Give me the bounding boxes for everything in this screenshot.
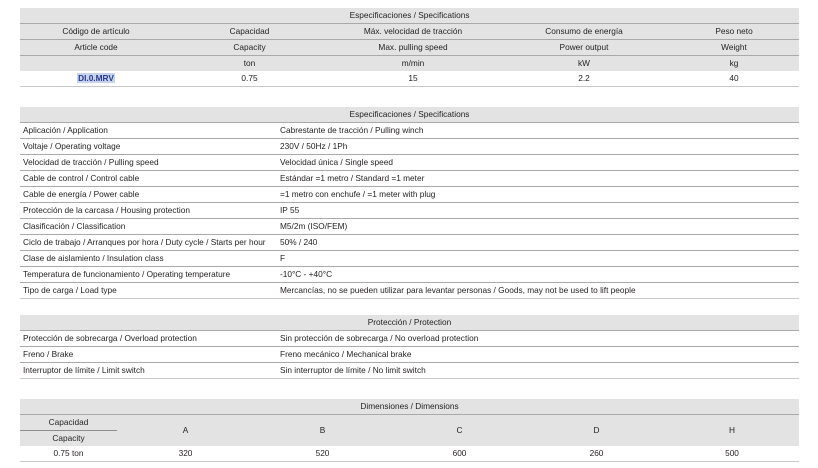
dim-header-d: D (528, 415, 665, 447)
spec-label: Velocidad de tracción / Pulling speed (20, 155, 277, 171)
spec-label: Voltaje / Operating voltage (20, 139, 277, 155)
spec-row (20, 235, 799, 251)
spec-value: -10°C - +40°C (277, 267, 799, 283)
summary-units-row (20, 56, 799, 72)
spec-row (20, 171, 799, 187)
summary-title-row (20, 8, 799, 24)
unit-power: kW (499, 56, 669, 72)
dimensions-data-row (20, 446, 799, 462)
unit-capacity: ton (172, 56, 327, 72)
specs-title-row (20, 107, 799, 123)
spec-row (20, 251, 799, 267)
spec-value: M5/2m (ISO/FEM) (277, 219, 799, 235)
spec-row (20, 187, 799, 203)
protection-label: Freno / Brake (20, 347, 277, 363)
header-power-es: Consumo de energía (499, 24, 669, 40)
capacity-header-cell (20, 415, 117, 447)
summary-spec-table (20, 8, 799, 87)
spec-row (20, 283, 799, 299)
dimensions-title: Dimensiones / Dimensions (20, 399, 799, 415)
spec-value: 50% / 240 (277, 235, 799, 251)
spec-row (20, 155, 799, 171)
specs-title: Especificaciones / Specifications (20, 107, 799, 123)
dim-value-a: 320 (117, 446, 254, 462)
protection-value: Freno mecánico / Mechanical brake (277, 347, 799, 363)
capacity-header-en: Capacity (52, 433, 85, 443)
protection-title-row (20, 315, 799, 331)
header-article-code-en: Article code (20, 40, 172, 56)
header-article-code-es: Código de artículo (20, 24, 172, 40)
header-weight-es: Peso neto (669, 24, 799, 40)
header-power-en: Power output (499, 40, 669, 56)
spec-label: Temperatura de funcionamiento / Operating temperature (20, 267, 277, 283)
protection-label: Interruptor de límite / Limit switch (20, 363, 277, 379)
unit-speed: m/min (327, 56, 499, 72)
dim-value-b: 520 (254, 446, 391, 462)
spec-row (20, 123, 799, 139)
spec-value: =1 metro con enchufe / =1 meter with plug (277, 187, 799, 203)
spec-row (20, 267, 799, 283)
article-code-link[interactable]: DI.0.MRV (78, 73, 114, 83)
spec-label: Tipo de carga / Load type (20, 283, 277, 299)
spec-label: Cable de control / Control cable (20, 171, 277, 187)
dim-value-c: 600 (391, 446, 528, 462)
capacity-value: 0.75 (172, 71, 327, 87)
dimensions-title-row (20, 399, 799, 415)
spec-row (20, 203, 799, 219)
summary-data-row (20, 71, 799, 87)
summary-title: Especificaciones / Specifications (20, 8, 799, 24)
spec-value: Estándar =1 metro / Standard =1 meter (277, 171, 799, 187)
header-speed-es: Máx. velocidad de tracción (327, 24, 499, 40)
protection-table (20, 315, 799, 379)
spec-label: Cable de energía / Power cable (20, 187, 277, 203)
spec-value: IP 55 (277, 203, 799, 219)
header-weight-en: Weight (669, 40, 799, 56)
dimensions-table (20, 399, 799, 462)
specifications-table (20, 107, 799, 299)
spec-value: Velocidad única / Single speed (277, 155, 799, 171)
dim-value-h: 500 (665, 446, 799, 462)
spec-row (20, 139, 799, 155)
spec-label: Protección de la carcasa / Housing protection (20, 203, 277, 219)
weight-value: 40 (669, 71, 799, 87)
dim-header-h: H (665, 415, 799, 447)
power-value: 2.2 (499, 71, 669, 87)
spec-label: Aplicación / Application (20, 123, 277, 139)
header-capacity-en: Capacity (172, 40, 327, 56)
article-code-cell (20, 71, 172, 87)
protection-body (20, 331, 799, 379)
dim-capacity-value: 0.75 ton (20, 446, 117, 462)
unit-article-code (20, 56, 172, 72)
capacity-header-es: Capacidad (20, 415, 117, 431)
spec-label: Ciclo de trabajo / Arranques por hora / Duty cycle / Starts per hour (20, 235, 277, 251)
protection-row (20, 347, 799, 363)
protection-row (20, 331, 799, 347)
dim-header-a: A (117, 415, 254, 447)
spec-label: Clasificación / Classification (20, 219, 277, 235)
specs-body (20, 123, 799, 299)
dimensions-header-row (20, 415, 799, 447)
spec-label: Clase de aislamiento / Insulation class (20, 251, 277, 267)
summary-header-en-row (20, 40, 799, 56)
dim-header-c: C (391, 415, 528, 447)
protection-value: Sin protección de sobrecarga / No overload protection (277, 331, 799, 347)
dim-value-d: 260 (528, 446, 665, 462)
spec-value: 230V / 50Hz / 1Ph (277, 139, 799, 155)
spec-value: Cabrestante de tracción / Pulling winch (277, 123, 799, 139)
dim-header-b: B (254, 415, 391, 447)
spec-row (20, 219, 799, 235)
unit-weight: kg (669, 56, 799, 72)
protection-row (20, 363, 799, 379)
protection-label: Protección de sobrecarga / Overload protection (20, 331, 277, 347)
spec-value: Mercancías, no se pueden utilizar para levantar personas / Goods, may not be used to lift people (277, 283, 799, 299)
header-speed-en: Max. pulling speed (327, 40, 499, 56)
spec-value: F (277, 251, 799, 267)
protection-title: Protección / Protection (20, 315, 799, 331)
summary-header-es-row (20, 24, 799, 40)
speed-value: 15 (327, 71, 499, 87)
protection-value: Sin interruptor de límite / No limit switch (277, 363, 799, 379)
header-capacity-es: Capacidad (172, 24, 327, 40)
